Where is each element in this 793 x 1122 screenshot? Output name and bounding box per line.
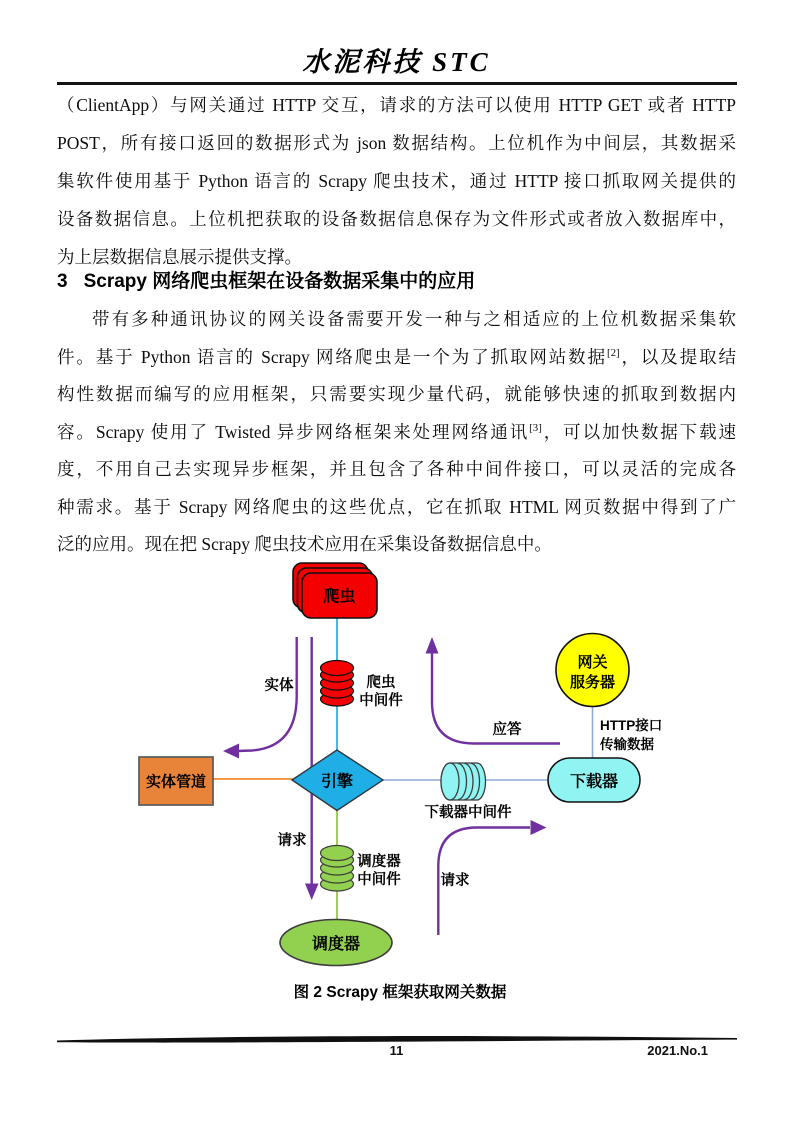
paragraph-line: 泛的应用。现在把 Scrapy 爬虫技术应用在采集设备数据信息中。 xyxy=(57,534,552,554)
disk-top xyxy=(321,846,354,861)
paragraph-line: 种需求。基于 Scrapy 网络爬虫的这些优点，它在抓取 HTML 网页数据中得到了广 xyxy=(57,496,736,517)
downloader-middleware-cylinder xyxy=(441,763,486,800)
gateway-server-label-line1: 网关 xyxy=(577,654,608,671)
items-label: 实体 xyxy=(264,678,294,694)
scheduler-middleware-label-line2: 中间件 xyxy=(357,872,401,888)
gateway-server-label-line2: 服务器 xyxy=(569,674,616,691)
footer-rule-line xyxy=(57,1036,737,1043)
paragraph-line: 件。基于 Python 语言的 Scrapy 网络爬虫是一个为了抓取网站数据[2]，以及提取结 xyxy=(57,346,736,367)
header-rule xyxy=(57,82,737,85)
paragraph-line: 集软件使用基于 Python 语言的 Scrapy 爬虫技术，通过 HTTP 接口抓取网关提供的 xyxy=(57,171,736,191)
scheduler-middleware-label-line1: 调度器 xyxy=(357,854,401,870)
downloader-label: 下载器 xyxy=(569,773,619,791)
paragraph-line: 度，不用自己去实现异步框架，并且包含了各种中间件接口，可以灵活的完成各 xyxy=(57,459,736,479)
paragraph-line: 为上层数据信息展示提供支撑。 xyxy=(57,247,302,267)
paragraph-line: 设备数据信息。上位机把获取的设备数据信息保存为文件形式或者放入数据库中， xyxy=(57,209,736,229)
spider-label: 爬虫 xyxy=(323,588,356,606)
items-arrowhead xyxy=(223,744,239,759)
http-label-line2: 传输数据 xyxy=(600,737,654,752)
request-left-label: 请求 xyxy=(277,833,307,849)
engine-label: 引擎 xyxy=(320,773,354,791)
journal-title: 水泥科技 STC xyxy=(302,47,491,77)
response-label: 应答 xyxy=(492,722,522,738)
paragraph-1 xyxy=(57,86,736,276)
scrapy-framework-diagram xyxy=(0,555,793,1015)
paragraph-line: （ClientApp）与网关通过 HTTP 交互，请求的方法可以使用 HTTP GET 或者 HTTP xyxy=(57,95,736,115)
request-right-arrowhead xyxy=(531,820,547,835)
cylinder-cap xyxy=(441,763,459,800)
section-heading xyxy=(57,262,736,302)
request-right-label: 请求 xyxy=(440,873,470,889)
section-title: Scrapy 网络爬虫框架在设备数据采集中的应用 xyxy=(83,271,476,292)
paragraph-line: POST，所有接口返回的数据形式为 json 数据结构。上位机作为中间层，其数据采 xyxy=(57,133,736,153)
paragraph-2 xyxy=(57,301,736,564)
scheduler-label: 调度器 xyxy=(311,936,361,953)
disk-top xyxy=(321,661,354,676)
issue-label: 2021.No.1 xyxy=(647,1043,708,1058)
figure-caption: 图 2 Scrapy 框架获取网关数据 xyxy=(293,984,507,1001)
response-arrowhead xyxy=(426,637,439,654)
item-pipeline-label: 实体管道 xyxy=(145,773,207,791)
http-label-line1: HTTP接口 xyxy=(600,718,663,733)
spider-middleware-cylinder xyxy=(321,661,354,707)
paragraph-line: 容。Scrapy 使用了 Twisted 异步网络框架来处理网络通讯[3]，可以加快数据下载速 xyxy=(57,421,736,442)
spider-middleware-label-line1: 爬虫 xyxy=(366,675,396,691)
downloader-middleware-label: 下载器中间件 xyxy=(424,805,512,821)
scheduler-middleware-cylinder xyxy=(321,846,354,892)
request-down-arrowhead xyxy=(305,884,319,901)
paragraph-line: 构性数据而编写的应用框架，只需要实现少量代码，就能够快速的抓取到数据内 xyxy=(57,384,736,404)
items-arrow xyxy=(237,637,297,751)
page-number: 11 xyxy=(389,1043,404,1058)
paragraph-line: 带有多种通讯协议的网关设备需要开发一种与之相适应的上位机数据采集软 xyxy=(92,309,736,329)
spider-middleware-label-line2: 中间件 xyxy=(359,693,403,709)
section-number: 3 xyxy=(57,271,68,292)
